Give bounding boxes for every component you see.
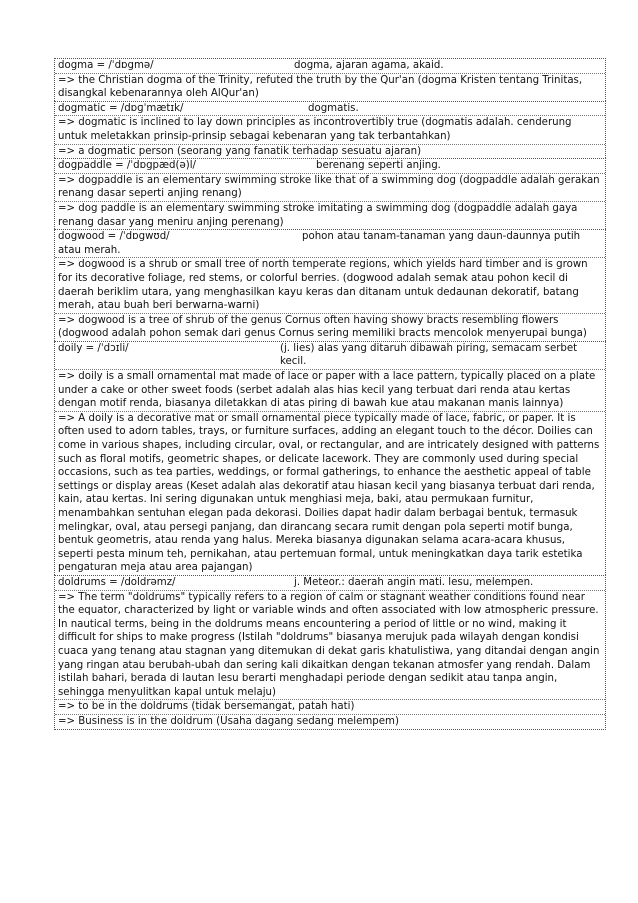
dictionary-page	[54, 58, 606, 730]
entry-dogwood	[54, 229, 606, 341]
entry-gloss: pohon atau tanam-tanaman yang daun-daunnya putih atau merah.	[58, 231, 581, 256]
entry-dogmatic	[54, 101, 606, 158]
entry-term: dogma = /ˈdɒgmə/	[58, 60, 154, 71]
example-line: => to be in the doldrums (tidak bersemangat, patah hati)	[55, 700, 605, 715]
entry-dogma	[54, 58, 606, 101]
entry-term: dogpaddle = /ˈdɒgpæd(ə)l/	[58, 160, 196, 172]
entry-header	[55, 230, 605, 258]
entry-gloss: dogma, ajaran agama, akaid.	[294, 60, 444, 71]
example-line: => A doily is a decorative mat or small ornamental piece typically made of lace, fabric, or paper. It is often used to adorn tables, trays, or furniture surfaces, adding an elegant touch to the décor. Doilies can come in various shapes, including circular, oval, or rectangular, and are intricately designed with patterns such as floral motifs, geometric shapes, or delicate lacework. They are commonly used during special occasions, such as tea parties, weddings, or formal gatherings, to enhance the aesthetic appeal of table settings or display areas (Keset adalah alas dekoratif atau hiasan kecil yang biasanya terbuat dari renda, kain, atau kertas. Ini sering digunakan untuk menghiasi meja, baki, atau permukaan furnitur, menambahkan sentuhan elegan pada dekorasi. Doilies dapat hadir dalam berbagai bentuk, termasuk melingkar, oval, atau persegi panjang, dan dirancang secara rumit dengan pola seperti motif bunga, bentuk geometris, atau renda yang halus. Mereka biasanya digunakan selama acara-acara khusus, seperti pesta minum teh, pernikahan, atau pertemuan formal, untuk meningkatkan daya tarik estetika pengaturan meja atau area pajangan)	[58, 412, 600, 574]
entry-header	[55, 102, 605, 117]
entry-gloss: j. Meteor.: daerah angin mati. lesu, melempen.	[294, 576, 534, 588]
example-line: => dog paddle is an elementary swimming stroke imitating a swimming dog (dogpaddle adalah gaya renang dasar yang meniru anjing perenang)	[58, 202, 578, 228]
example-line: => a dogmatic person (seorang yang fanatik terhadap sesuatu ajaran)	[58, 145, 422, 157]
entry-gloss: (j. lies) alas yang ditaruh dibawah piring, semacam serbet kecil.	[280, 342, 578, 368]
entry-dogpaddle	[54, 158, 606, 229]
entry-header	[55, 159, 605, 174]
entry-gloss: dogmatis.	[308, 102, 359, 114]
example-line: => The term "doldrums" typically refers to a region of calm or stagnant weather conditions found near the equator, characterized by light or variable winds and often associated with low atmospheric pressure. In nautical terms, being in the doldrums means encountering a period of little or no wind, making it difficult for ships to make progress (Istilah "doldrums" biasanya merujuk pada wilayah dengan kondisi cuaca yang tenang atau stagnan yang ditemukan di dekat garis khatulistiwa, yang ditandai dengan angin yang ringan atau berubah-ubah dan sering kali dikaitkan dengan tekanan atmosfer yang rendah. Dalam istilah bahari, berada di lautan lesu berarti menghadapi periode dengan sedikit atau tanpa angin, sehingga menyulitkan kapal untuk melaju)	[55, 591, 605, 701]
entry-term: doily = /ˈdɔɪli/	[58, 342, 129, 354]
example-line: => dogpaddle is an elementary swimming stroke like that of a swimming dog (dogpaddle adalah gerakan renang dasar seperti anjing renang)	[55, 174, 605, 202]
example-line: => dogmatic is inclined to lay down principles as incontrovertibly true (dogmatis adalah. cenderung untuk meletakkan prinsip-prinsip sebagai kebenaran yang tak terbantahkan)	[55, 116, 605, 144]
entry-header	[55, 59, 605, 74]
entry-term: dogmatic = /dɒɡˈmætɪk/	[58, 102, 184, 114]
example-line: => doily is a small ornamental mat made of lace or paper with a lace pattern, typically placed on a plate under a cake or other sweet foods (serbet adalah alas hias kecil yang terbuat dari renda atau kertas dengan motif renda, biasanya diletakkan di atas piring di bawah kue atau makanan manis lainnya)	[55, 370, 605, 412]
entry-term: doldrums = /doldrəmz/	[58, 576, 176, 588]
example-line: => dogwood is a shrub or small tree of north temperate regions, which yields hard timber and is grown for its decorative foliage, red stems, or colorful berries. (dogwood adalah semak atau pohon kecil di daerah beriklim utara, yang menghasilkan kayu keras dan ditanam untuk dedaunan dekoratif, batang merah, atau buah beri berwarna-warni)	[55, 258, 605, 313]
entry-header	[55, 342, 605, 370]
example-line: => Business is in the doldrum (Usaha dagang sedang melempem)	[58, 715, 399, 727]
entry-doldrums	[54, 575, 606, 730]
entry-term: dogwood = /ˈdɒgwʊd/	[58, 231, 170, 243]
entry-gloss: berenang seperti anjing.	[316, 160, 441, 172]
entry-header	[55, 576, 605, 591]
example-line: => the Christian dogma of the Trinity, refuted the truth by the Qur'an (dogma Kristen tentang Trinitas, disangkal kebenarannya oleh AlQur'an)	[58, 74, 583, 100]
entry-doily	[54, 341, 606, 575]
example-line: => dogwood is a tree of shrub of the genus Cornus often having showy bracts resembling flowers (dogwood adalah pohon semak dari genus Cornus sering memiliki bracts mencolok menyerupai bunga)	[58, 314, 587, 340]
